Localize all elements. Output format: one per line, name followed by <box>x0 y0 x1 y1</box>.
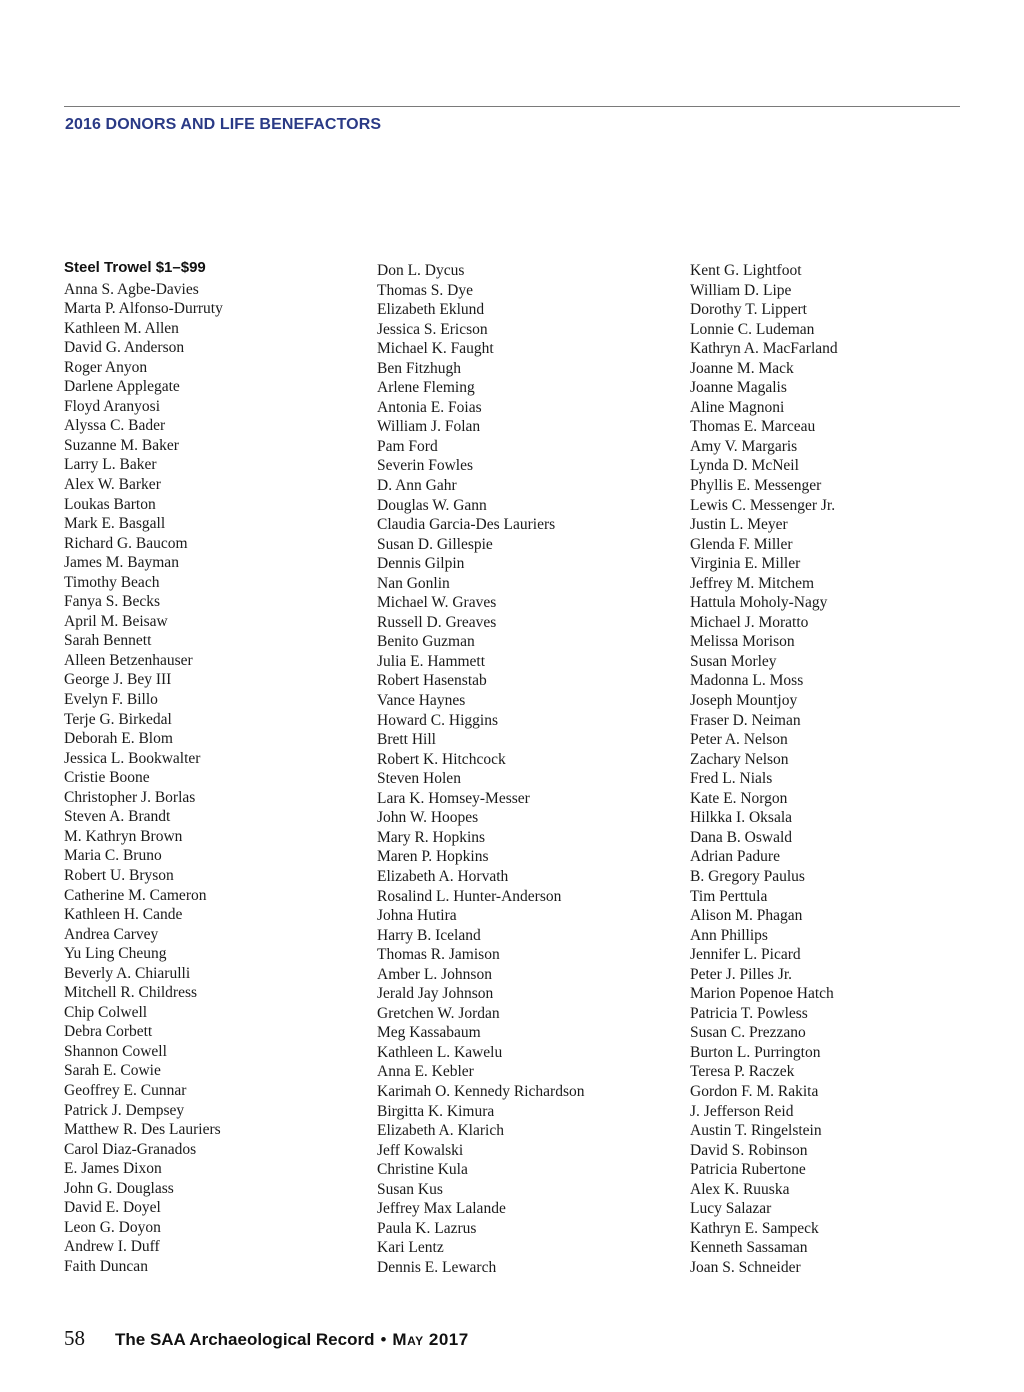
donor-name: Kenneth Sassaman <box>690 1239 808 1257</box>
donor-name: Maren P. Hopkins <box>377 848 489 866</box>
donor-name: Pam Ford <box>377 437 438 455</box>
donor-name: Thomas S. Dye <box>377 281 474 299</box>
donor-name: Steven Holen <box>377 770 461 788</box>
donor-name: Marta P. Alfonso-Durruty <box>64 300 223 318</box>
donor-column-2 <box>377 261 677 1277</box>
donor-name: Kathleen H. Cande <box>64 906 183 924</box>
donor-name: Lewis C. Messenger Jr. <box>690 496 836 514</box>
donor-name: Kathleen M. Allen <box>64 319 179 337</box>
donor-name: Sarah E. Cowie <box>64 1062 161 1080</box>
donor-name: Fraser D. Neiman <box>690 711 801 729</box>
donor-column-3 <box>690 261 990 1277</box>
donor-name: Susan Kus <box>377 1180 443 1198</box>
donor-name: Vance Haynes <box>377 692 466 710</box>
donor-name: Yu Ling Cheung <box>64 945 167 963</box>
donor-name: Patricia Rubertone <box>690 1161 806 1179</box>
donor-name: Adrian Padure <box>690 848 780 866</box>
donor-name: Rosalind L. Hunter-Anderson <box>377 887 562 905</box>
donor-name: Brett Hill <box>377 731 436 749</box>
donor-name: Robert K. Hitchcock <box>377 750 506 768</box>
donor-name: Deborah E. Blom <box>64 730 173 748</box>
donor-name: Dorothy T. Lippert <box>690 301 807 319</box>
donor-name: Susan Morley <box>690 652 777 670</box>
donor-name: Arlene Fleming <box>377 379 475 397</box>
donor-name: Amy V. Margaris <box>690 437 798 455</box>
donor-name: Catherine M. Cameron <box>64 886 207 904</box>
donor-name: Dana B. Oswald <box>690 828 793 846</box>
donor-name: Kate E. Norgon <box>690 789 788 807</box>
donor-name: Lara K. Homsey-Messer <box>377 789 530 807</box>
donor-name: Peter J. Pilles Jr. <box>690 965 793 983</box>
page-number: 58 <box>64 1326 85 1350</box>
donor-name: Austin T. Ringelstein <box>690 1122 822 1140</box>
donor-name: Joanne Magalis <box>690 379 787 397</box>
donor-name: Floyd Aranyosi <box>64 397 161 415</box>
donor-name: Elizabeth A. Horvath <box>377 867 509 885</box>
donor-name: Harry B. Iceland <box>377 926 481 944</box>
donor-name: Carol Diaz-Granados <box>64 1140 197 1158</box>
donor-name: Kathleen L. Kawelu <box>377 1043 503 1061</box>
donor-name: Susan C. Prezzano <box>690 1024 806 1042</box>
donor-name: Patricia T. Powless <box>690 1004 808 1022</box>
donor-name: Gordon F. M. Rakita <box>690 1082 819 1100</box>
donor-name: Lonnie C. Ludeman <box>690 320 815 338</box>
donor-name: Melissa Morison <box>690 633 795 651</box>
donor-name: Anna E. Kebler <box>377 1063 474 1081</box>
donor-name: Antonia E. Foias <box>377 398 482 416</box>
donor-name: Amber L. Johnson <box>377 965 492 983</box>
donor-name: John W. Hoopes <box>377 809 479 827</box>
donor-name: Russell D. Greaves <box>377 613 497 631</box>
donor-name: J. Jefferson Reid <box>690 1102 794 1120</box>
donor-name-list <box>690 261 990 1277</box>
donor-name: Ann Phillips <box>690 926 768 944</box>
donor-name: Hattula Moholy-Nagy <box>690 594 828 612</box>
donor-name: Aline Magnoni <box>690 398 785 416</box>
donor-name: George J. Bey III <box>64 671 172 689</box>
donor-name: Alex K. Ruuska <box>690 1180 790 1198</box>
donor-name: Darlene Applegate <box>64 378 180 396</box>
donor-name: Joan S. Schneider <box>690 1258 801 1276</box>
donor-name: Ben Fitzhugh <box>377 359 461 377</box>
donor-name: William J. Folan <box>377 418 481 436</box>
issue-date: May 2017 <box>392 1330 469 1349</box>
donor-name: Kari Lentz <box>377 1239 444 1257</box>
donor-name: Hilkka I. Oksala <box>690 809 793 827</box>
donor-name: Phyllis E. Messenger <box>690 477 822 495</box>
donor-name: Sarah Bennett <box>64 632 152 650</box>
donor-name: Don L. Dycus <box>377 262 465 279</box>
donor-name: Gretchen W. Jordan <box>377 1004 500 1022</box>
donor-name: Peter A. Nelson <box>690 731 788 749</box>
donor-name: Robert U. Bryson <box>64 866 174 884</box>
donor-name: Birgitta K. Kimura <box>377 1102 495 1120</box>
donor-name: Thomas R. Jamison <box>377 946 500 964</box>
donor-name: Johna Hutira <box>377 907 457 925</box>
donor-name: Jeff Kowalski <box>377 1141 464 1159</box>
donor-name: Cristie Boone <box>64 769 150 787</box>
donor-name: Alex W. Barker <box>64 476 161 494</box>
donor-name: Faith Duncan <box>64 1257 148 1275</box>
donor-name: Marion Popenoe Hatch <box>690 985 834 1003</box>
donor-name: Fred L. Nials <box>690 770 773 788</box>
donor-name: Susan D. Gillespie <box>377 535 493 553</box>
donor-name: Paula K. Lazrus <box>377 1219 477 1237</box>
donor-name: William D. Lipe <box>690 281 792 299</box>
donor-name: Christine Kula <box>377 1161 468 1179</box>
donor-name: Chip Colwell <box>64 1003 148 1021</box>
donor-name: Lucy Salazar <box>690 1200 772 1218</box>
donor-name: Elizabeth A. Klarich <box>377 1122 504 1140</box>
donor-name: John G. Douglass <box>64 1179 174 1197</box>
donor-name: Patrick J. Dempsey <box>64 1101 185 1119</box>
donor-name: Richard G. Baucom <box>64 534 188 552</box>
donor-name: Jennifer L. Picard <box>690 946 801 964</box>
donor-name: David G. Anderson <box>64 339 185 357</box>
donor-name: Suzanne M. Baker <box>64 436 179 454</box>
donor-name: Matthew R. Des Lauriers <box>64 1121 221 1139</box>
donor-name: Dennis Gilpin <box>377 555 465 573</box>
donor-name: Jerald Jay Johnson <box>377 985 494 1003</box>
donor-name: Robert Hasenstab <box>377 672 487 690</box>
donor-name: Jessica S. Ericson <box>377 320 488 338</box>
donor-name: Teresa P. Raczek <box>690 1063 795 1081</box>
donor-name: Loukas Barton <box>64 495 156 513</box>
donor-level-heading: Steel Trowel $1–$99 <box>64 259 206 276</box>
donor-name: B. Gregory Paulus <box>690 867 805 885</box>
donor-name: Mary R. Hopkins <box>377 828 486 846</box>
donor-name: Kent G. Lightfoot <box>690 262 802 279</box>
donor-name: Anna S. Agbe-Davies <box>64 280 199 298</box>
donor-name: Tim Perttula <box>690 887 768 905</box>
donor-name: Jeffrey Max Lalande <box>377 1200 506 1218</box>
donor-name: Shannon Cowell <box>64 1042 167 1060</box>
donor-name: Jessica L. Bookwalter <box>64 749 201 767</box>
donor-name: Zachary Nelson <box>690 750 789 768</box>
separator-bullet: • <box>380 1330 387 1349</box>
donor-name: Karimah O. Kennedy Richardson <box>377 1082 585 1100</box>
donor-name: M. Kathryn Brown <box>64 827 183 845</box>
donor-name: Joanne M. Mack <box>690 359 794 377</box>
donor-name-list <box>377 261 677 1277</box>
page-footer <box>64 1326 469 1352</box>
donor-name: Michael W. Graves <box>377 594 497 612</box>
donor-name: Nan Gonlin <box>377 574 450 592</box>
donor-name: Mitchell R. Childress <box>64 984 198 1002</box>
donor-name: Kathryn A. MacFarland <box>690 340 838 358</box>
donor-name: Christopher J. Borlas <box>64 788 196 806</box>
donor-name: Burton L. Purrington <box>690 1043 821 1061</box>
donor-name: Lynda D. McNeil <box>690 457 799 475</box>
donor-name: Fanya S. Becks <box>64 593 161 611</box>
donor-name: James M. Bayman <box>64 554 179 572</box>
donor-name: Terje G. Birkedal <box>64 710 172 728</box>
donor-name: Beverly A. Chiarulli <box>64 964 191 982</box>
donor-name: Alyssa C. Bader <box>64 417 166 435</box>
donor-column-1 <box>64 258 364 1276</box>
donor-name: Virginia E. Miller <box>690 555 801 573</box>
donor-name: D. Ann Gahr <box>377 477 457 495</box>
donor-name: Dennis E. Lewarch <box>377 1258 497 1276</box>
donor-name: Elizabeth Eklund <box>377 301 485 319</box>
donor-name: Claudia Garcia-Des Lauriers <box>377 516 556 534</box>
donor-name: David S. Robinson <box>690 1141 808 1159</box>
donor-name: Evelyn F. Billo <box>64 691 158 709</box>
donor-name: Justin L. Meyer <box>690 516 788 534</box>
donor-name: Timothy Beach <box>64 573 160 591</box>
donor-name: E. James Dixon <box>64 1160 162 1178</box>
donor-name: Michael J. Moratto <box>690 613 809 631</box>
donor-name: Andrew I. Duff <box>64 1238 160 1256</box>
donor-name: Mark E. Basgall <box>64 515 166 533</box>
donor-name-list <box>64 280 364 1277</box>
donor-name: Howard C. Higgins <box>377 711 498 729</box>
donor-name: Maria C. Bruno <box>64 847 162 865</box>
donor-name: Meg Kassabaum <box>377 1024 481 1042</box>
donor-name: Roger Anyon <box>64 358 148 376</box>
donor-name: David E. Doyel <box>64 1199 161 1217</box>
donor-name: Steven A. Brandt <box>64 808 171 826</box>
header-rule <box>64 106 960 107</box>
donor-name: Alleen Betzenhauser <box>64 651 193 669</box>
donor-name: Andrea Carvey <box>64 925 159 943</box>
donor-name: Joseph Mountjoy <box>690 692 798 710</box>
donor-name: Debra Corbett <box>64 1023 153 1041</box>
donor-name: Thomas E. Marceau <box>690 418 816 436</box>
donor-name: Glenda F. Miller <box>690 535 793 553</box>
donor-name: Geoffrey E. Cunnar <box>64 1081 187 1099</box>
section-title: 2016 DONORS AND LIFE BENEFACTORS <box>65 116 382 133</box>
donor-name: April M. Beisaw <box>64 612 168 630</box>
donor-name: Larry L. Baker <box>64 456 157 474</box>
donor-name: Michael K. Faught <box>377 340 494 358</box>
donor-name: Jeffrey M. Mitchem <box>690 574 815 592</box>
donor-name: Madonna L. Moss <box>690 672 804 690</box>
donor-name: Douglas W. Gann <box>377 496 487 514</box>
donor-name: Leon G. Doyon <box>64 1218 161 1236</box>
donor-name: Kathryn E. Sampeck <box>690 1219 819 1237</box>
donor-name: Benito Guzman <box>377 633 475 651</box>
donor-name: Severin Fowles <box>377 457 474 475</box>
donor-name: Julia E. Hammett <box>377 652 486 670</box>
donor-name: Alison M. Phagan <box>690 907 803 925</box>
journal-title: The SAA Archaeological Record <box>115 1330 375 1349</box>
